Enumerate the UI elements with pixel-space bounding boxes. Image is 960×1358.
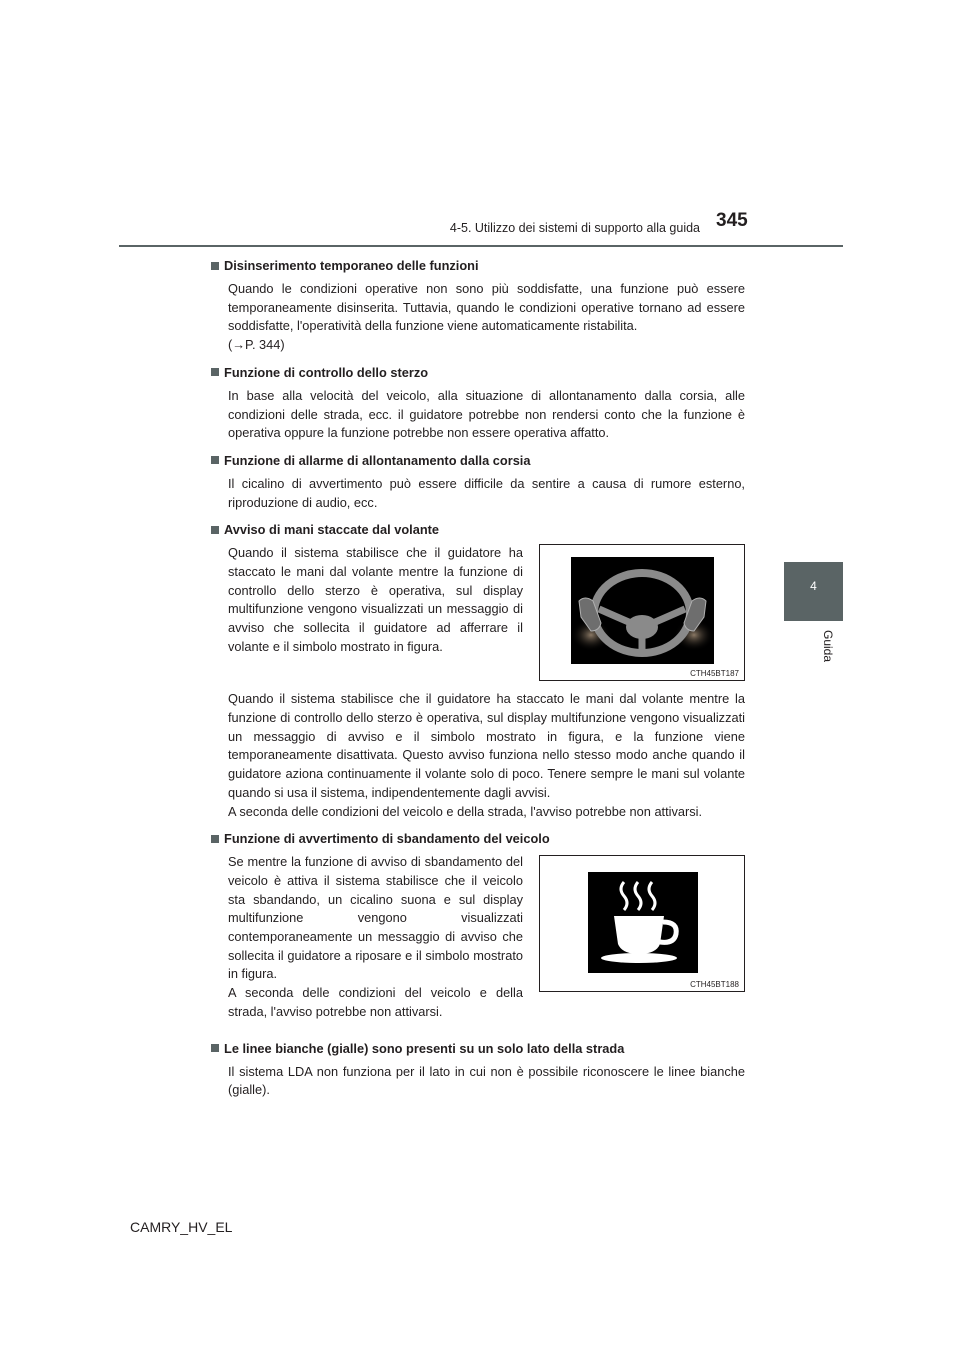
figure-hands-off-wheel: [539, 544, 745, 681]
section-heading: Avviso di mani staccate dal volante: [211, 521, 745, 538]
steering-wheel-hands-icon: [571, 557, 714, 664]
display-screen: [588, 872, 698, 973]
section-title: 4-5. Utilizzo dei sistemi di supporto alla guida: [449, 221, 700, 235]
model-code: CAMRY_HV_EL: [130, 1219, 233, 1235]
coffee-cup-icon: [588, 872, 698, 973]
chapter-tab-number: 4: [810, 579, 817, 593]
figure-row: [228, 544, 745, 681]
section-body: Il cicalino di avvertimento può essere difficile da sentire a causa di rumore esterno, riproduzione di audio, ecc.: [228, 475, 745, 510]
figure-code: CTH45BT188: [690, 980, 739, 990]
square-bullet-icon: [211, 1044, 219, 1052]
section-heading: Funzione di allarme di allontanamento dalla corsia: [211, 452, 745, 469]
page-number: 345: [716, 210, 748, 231]
chapter-tab: [784, 562, 843, 621]
main-content: [211, 257, 745, 1109]
section-heading: Le linee bianche (gialle) sono presenti su un solo lato della strada: [211, 1040, 745, 1057]
section-heading: Funzione di controllo dello sterzo: [211, 364, 745, 381]
section-body: Quando le condizioni operative non sono più soddisfatte, una funzione può essere temporaneamente disinserita. Tuttavia, quando le condizioni operative tornano ad essere soddisfatte, l'operatività della funzione viene automaticamente ristabilita. (→P. 344): [228, 281, 745, 353]
section-heading: Disinserimento temporaneo delle funzioni: [211, 257, 745, 274]
square-bullet-icon: [211, 456, 219, 464]
square-bullet-icon: [211, 368, 219, 376]
square-bullet-icon: [211, 526, 219, 534]
section-heading: Funzione di avvertimento di sbandamento del veicolo: [211, 830, 745, 847]
figure-vehicle-sway: [539, 855, 745, 992]
chapter-tab-label: Guida: [821, 630, 835, 663]
square-bullet-icon: [211, 262, 219, 270]
section-body: Il sistema LDA non funziona per il lato in cui non è possibile riconoscere le linee bianche (gialle).: [228, 1063, 745, 1098]
display-screen: [571, 557, 714, 664]
figure-row: [228, 853, 745, 1030]
section-body: Quando il sistema stabilisce che il guidatore ha staccato le mani dal volante mentre la funzione di controllo dello sterzo è operativa, sul display multifunzione vengono visualizzati un messaggio di avviso e il simbolo mostrato in figura, e la funzione viene temporaneamente disattivata. Questo avviso funziona nello stesso modo anche quando il guidatore aziona continuamente il volante solo di poco. Tenere sempre le mani sul volante quando si usa il sistema, indipendentemente dagli avvisi. A seconda delle condizioni del veicolo e della strada, l'avviso potrebbe non attivarsi.: [228, 691, 745, 819]
section-body: In base alla velocità del veicolo, alla situazione di allontanamento dalla corsia, alle condizioni delle strada, ecc. il guidatore potrebbe non rendersi conto che la funzione è operativa oppure la funzione potrebbe non essere operativa affatto.: [228, 387, 745, 441]
header-divider: [119, 245, 843, 247]
figure-caption-text: Se mentre la funzione di avviso di sbandamento del veicolo è attiva il sistema stabilisce che il veicolo sta sbandando, un cicalino suona e sul display multifunzione vengono visualizzati contemporaneamente un messaggio di avviso che sollecita il guidatore a riposare e il simbolo mostrato in figura. A seconda delle condizioni del veicolo e della strada, l'avviso potrebbe non attivarsi.: [228, 854, 523, 1019]
figure-code: CTH45BT187: [690, 669, 739, 679]
figure-caption-text: Quando il sistema stabilisce che il guidatore ha staccato le mani dal volante mentre la funzione di controllo dello sterzo è operativa, sul display multifunzione vengono visualizzati un messaggio di avviso che sollecita il guidatore ad afferrare il volante e il simbolo mostrato in figura.: [228, 545, 523, 654]
square-bullet-icon: [211, 835, 219, 843]
